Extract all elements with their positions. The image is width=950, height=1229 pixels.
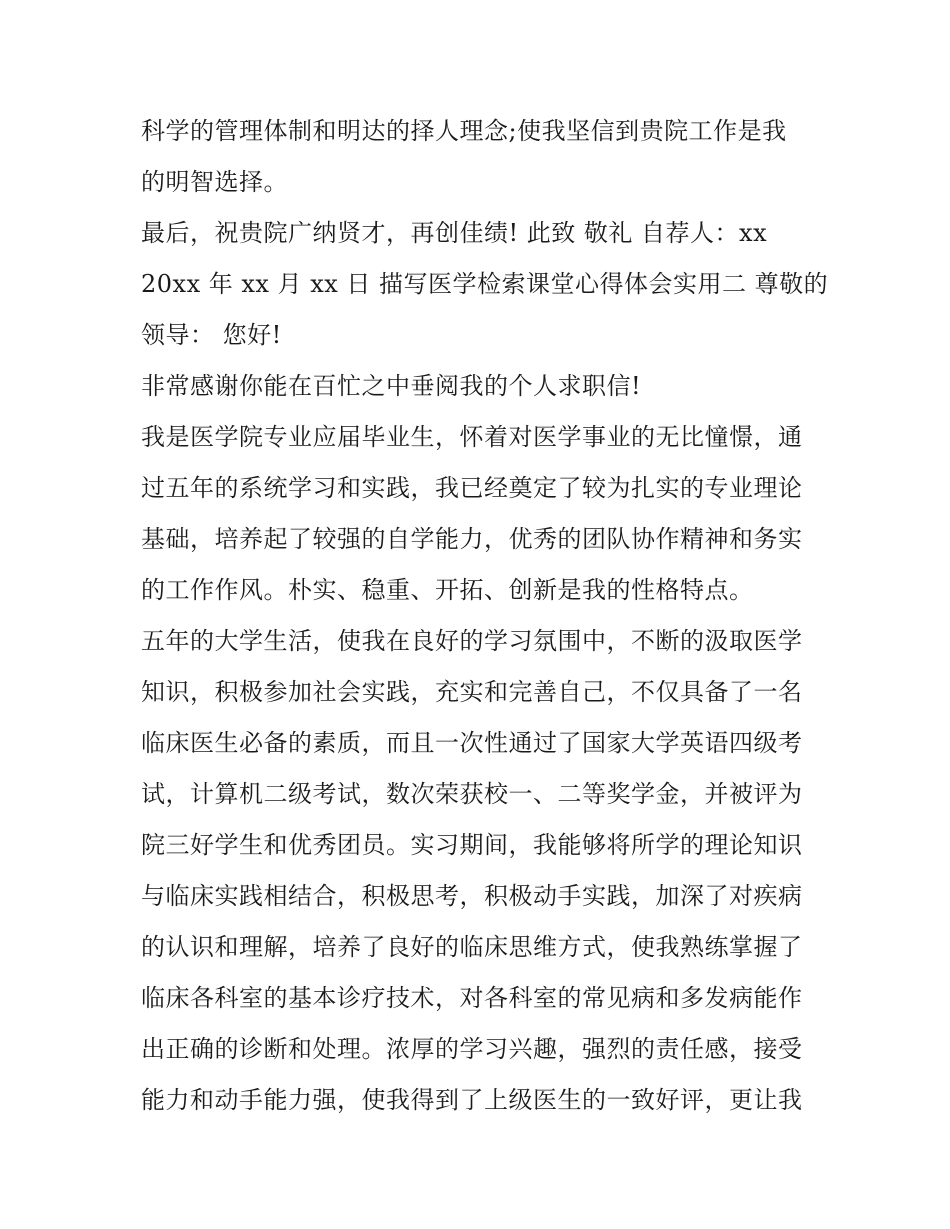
text-line: 临床各科室的基本诊疗技术，对各科室的常见病和多发病能作 — [141, 984, 803, 1012]
text-line: 能力和动手能力强，使我得到了上级医生的一致好评，更让我 — [141, 1086, 803, 1114]
text-line: 知识，积极参加社会实践，充实和完善自己，不仅具备了一名 — [141, 678, 803, 706]
text-line: 五年的大学生活，使我在良好的学习氛围中，不断的汲取医学 — [141, 627, 803, 655]
text-line: 科学的管理体制和明达的择人理念;使我坚信到贵院工作是我 — [141, 117, 787, 145]
text-line: 的认识和理解，培养了良好的临床思维方式，使我熟练掌握了 — [141, 933, 803, 961]
text-line: 领导： 您好! — [141, 321, 282, 349]
text-line: 非常感谢你能在百忙之中垂阅我的个人求职信! — [141, 372, 642, 400]
text-line: 的明智选择。 — [141, 168, 288, 196]
text-line: 院三好学生和优秀团员。实习期间，我能够将所学的理论知识 — [141, 831, 803, 859]
text-line: 试，计算机二级考试，数次荣获校一、二等奖学金，并被评为 — [141, 780, 803, 808]
text-line: 过五年的系统学习和实践，我已经奠定了较为扎实的专业理论 — [141, 474, 803, 502]
text-line: 出正确的诊断和处理。浓厚的学习兴趣，强烈的责任感，接受 — [141, 1035, 803, 1063]
text-line: 的工作作风。朴实、稳重、开拓、创新是我的性格特点。 — [141, 576, 754, 604]
text-line: 临床医生必备的素质，而且一次性通过了国家大学英语四级考 — [141, 729, 803, 757]
text-line: 20xx 年 xx 月 xx 日 描写医学检索课堂心得体会实用二 尊敬的 — [141, 270, 829, 298]
text-line: 我是医学院专业应届毕业生，怀着对医学事业的无比憧憬，通 — [141, 423, 803, 451]
text-line: 基础，培养起了较强的自学能力，优秀的团队协作精神和务实 — [141, 525, 803, 553]
text-line: 与临床实践相结合，积极思考，积极动手实践，加深了对疾病 — [141, 882, 803, 910]
document-body — [141, 106, 829, 1126]
text-line: 最后，祝贵院广纳贤才，再创佳绩! 此致 敬礼 自荐人：xx — [141, 219, 768, 247]
